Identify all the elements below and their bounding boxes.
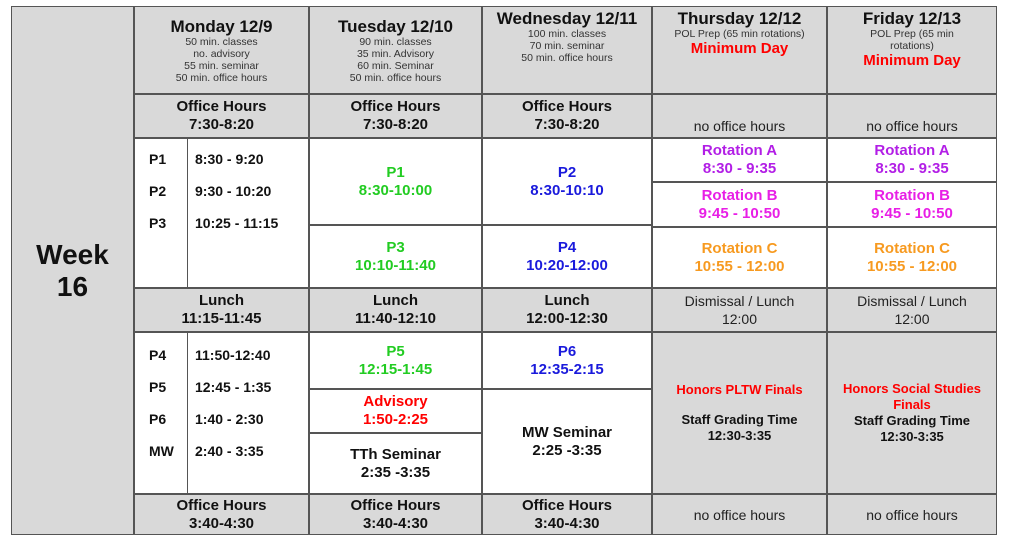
period-label: P4: [149, 347, 167, 363]
period-label: P1: [386, 163, 405, 181]
day-note: 50 min. classes: [185, 35, 258, 48]
office-hours-label: Office Hours: [176, 98, 267, 115]
tuesday-p3-cell: [309, 225, 482, 288]
lunch-fri: [827, 288, 997, 332]
lunch-thu: [652, 288, 827, 332]
monday-pm-periods: [134, 332, 309, 494]
office-hours-none: no office hours: [866, 506, 958, 523]
office-hours-none: no office hours: [693, 118, 786, 134]
period-time: 10:20-12:00: [526, 256, 608, 274]
day-note: 50 min. office hours: [349, 71, 442, 84]
minimum-day-note: Minimum Day: [690, 40, 789, 57]
office-hours-am-wed: [482, 94, 652, 138]
day-note: 100 min. classes: [527, 28, 607, 40]
wednesday-p4-cell: [482, 225, 652, 288]
grading-label: Staff Grading Time: [853, 413, 971, 428]
schedule-table: [11, 6, 997, 535]
lunch-tue: [309, 288, 482, 332]
period-time: 12:15-1:45: [358, 360, 433, 378]
lunch-wed: [482, 288, 652, 332]
friday-pm-cell: [827, 332, 997, 494]
rotation-time: 8:30 - 9:35: [702, 160, 777, 177]
advisory-label: Advisory: [363, 393, 428, 410]
thursday-rotation-c: [652, 227, 827, 288]
period-label: P6: [149, 411, 167, 427]
seminar-label: MW Seminar: [521, 423, 612, 441]
rotation-time: 8:30 - 9:35: [875, 160, 949, 177]
period-label: MW: [149, 443, 174, 459]
period-label: P6: [557, 342, 577, 360]
seminar-label: TTh Seminar: [350, 445, 441, 463]
office-hours-am-tue: [309, 94, 482, 138]
office-hours-pm-wed: [482, 494, 652, 535]
lunch-label: Lunch: [373, 292, 418, 309]
day-note: 90 min. classes: [359, 35, 432, 48]
seminar-time: 2:25 -3:35: [532, 441, 602, 459]
wednesday-header: [482, 6, 652, 94]
grading-time: 12:30-3:35: [707, 428, 772, 443]
period-label: P3: [149, 215, 167, 231]
office-hours-time: 3:40-4:30: [188, 514, 255, 532]
minimum-day-note: Minimum Day: [863, 52, 961, 69]
tuesday-p1-cell: [309, 138, 482, 225]
rotation-time: 9:45 - 10:50: [871, 204, 953, 222]
friday-header: [827, 6, 997, 94]
lunch-label: Lunch: [199, 292, 244, 309]
period-time: 12:45 - 1:35: [195, 379, 272, 395]
day-note: rotations): [890, 40, 934, 52]
office-hours-time: 3:40-4:30: [362, 514, 429, 532]
dismissal-time: 12:00: [894, 311, 930, 327]
office-hours-pm-tue: [309, 494, 482, 535]
seminar-time: 2:35 -3:35: [360, 463, 431, 481]
finals-label: Honors PLTW Finals: [676, 382, 803, 397]
office-hours-am-mon: [134, 94, 309, 138]
period-time: 8:30 - 9:20: [195, 151, 264, 167]
tuesday-advisory-cell: [309, 389, 482, 433]
period-time: 10:10-11:40: [355, 256, 436, 274]
office-hours-label: Office Hours: [521, 496, 612, 514]
column-divider: [187, 139, 188, 288]
office-hours-none: no office hours: [866, 118, 958, 134]
tuesday-header: [309, 6, 482, 94]
monday-am-periods: [134, 138, 309, 288]
day-note: 50 min. office hours: [521, 52, 613, 64]
period-time: 11:50-12:40: [195, 347, 271, 363]
period-label: P5: [386, 342, 405, 360]
rotation-time: 10:55 - 12:00: [694, 257, 785, 275]
rotation-label: Rotation C: [701, 239, 778, 257]
office-hours-label: Office Hours: [350, 496, 441, 514]
grading-time: 12:30-3:35: [880, 429, 944, 444]
office-hours-am-fri: [827, 94, 997, 138]
lunch-mon: [134, 288, 309, 332]
day-title: Tuesday 12/10: [338, 16, 453, 36]
period-label: P3: [386, 238, 405, 256]
office-hours-label: Office Hours: [176, 496, 267, 514]
office-hours-time: 3:40-4:30: [534, 514, 600, 532]
office-hours-pm-fri: [827, 494, 997, 535]
day-note: no. advisory: [193, 47, 250, 60]
period-label: P2: [557, 163, 577, 181]
rotation-time: 10:55 - 12:00: [866, 257, 958, 275]
office-hours-time: 7:30-8:20: [188, 116, 255, 133]
day-note: 60 min. Seminar: [357, 59, 434, 72]
day-note: 55 min. seminar: [184, 59, 259, 72]
rotation-label: Rotation A: [701, 142, 778, 159]
tuesday-p5-cell: [309, 332, 482, 389]
lunch-time: 11:40-12:10: [355, 310, 436, 327]
finals-label: Finals: [893, 397, 931, 412]
office-hours-pm-thu: [652, 494, 827, 535]
column-divider: [187, 333, 188, 494]
day-note: 70 min. seminar: [529, 40, 605, 52]
finals-label: Honors Social Studies: [843, 381, 981, 396]
thursday-rotation-b: [652, 182, 827, 227]
day-title: Monday 12/9: [170, 16, 273, 36]
tuesday-seminar-cell: [309, 433, 482, 494]
wednesday-p2-cell: [482, 138, 652, 225]
period-label: P2: [149, 183, 167, 199]
friday-rotation-c: [827, 227, 997, 288]
day-note: POL Prep (65 min rotations): [674, 28, 805, 40]
rotation-label: Rotation C: [874, 239, 950, 257]
period-time: 10:25 - 11:15: [195, 215, 279, 231]
office-hours-label: Office Hours: [521, 98, 612, 115]
day-title: Friday 12/13: [862, 9, 962, 28]
rotation-label: Rotation B: [701, 186, 778, 204]
office-hours-time: 7:30-8:20: [534, 116, 600, 133]
dismissal-time: 12:00: [721, 311, 758, 327]
period-time: 2:40 - 3:35: [195, 443, 264, 459]
office-hours-time: 7:30-8:20: [362, 116, 429, 133]
day-note: 50 min. office hours: [175, 71, 268, 84]
period-label: P4: [557, 238, 577, 256]
rotation-label: Rotation B: [874, 186, 950, 204]
advisory-time: 1:50-2:25: [362, 411, 429, 428]
rotation-time: 9:45 - 10:50: [698, 204, 781, 222]
day-note: 35 min. Advisory: [356, 47, 435, 60]
day-title: Thursday 12/12: [677, 9, 802, 28]
office-hours-label: Office Hours: [350, 98, 441, 115]
day-note: POL Prep (65 min: [870, 28, 954, 40]
lunch-time: 12:00-12:30: [526, 310, 608, 327]
period-time: 12:35-2:15: [530, 360, 604, 378]
day-title: Wednesday 12/11: [496, 9, 638, 28]
period-label: P5: [149, 379, 167, 395]
thursday-rotation-a: [652, 138, 827, 182]
period-time: 8:30-10:10: [530, 181, 604, 199]
lunch-label: Lunch: [544, 292, 590, 309]
office-hours-none: no office hours: [693, 506, 786, 523]
monday-header: [134, 6, 309, 94]
wednesday-seminar-cell: [482, 389, 652, 494]
week-label-cell: [11, 6, 134, 535]
period-label: P1: [149, 151, 167, 167]
friday-rotation-b: [827, 182, 997, 227]
period-time: 9:30 - 10:20: [195, 183, 272, 199]
rotation-label: Rotation A: [874, 142, 950, 159]
week-label: Week: [36, 238, 109, 270]
period-time: 8:30-10:00: [358, 181, 433, 199]
period-time: 1:40 - 2:30: [195, 411, 264, 427]
office-hours-pm-mon: [134, 494, 309, 535]
grading-label: Staff Grading Time: [681, 412, 798, 427]
wednesday-p6-cell: [482, 332, 652, 389]
week-number: 16: [56, 270, 89, 302]
friday-rotation-a: [827, 138, 997, 182]
dismissal-label: Dismissal / Lunch: [857, 293, 967, 309]
thursday-header: [652, 6, 827, 94]
dismissal-label: Dismissal / Lunch: [684, 293, 795, 309]
lunch-time: 11:15-11:45: [181, 310, 262, 327]
thursday-pm-cell: [652, 332, 827, 494]
office-hours-am-thu: [652, 94, 827, 138]
